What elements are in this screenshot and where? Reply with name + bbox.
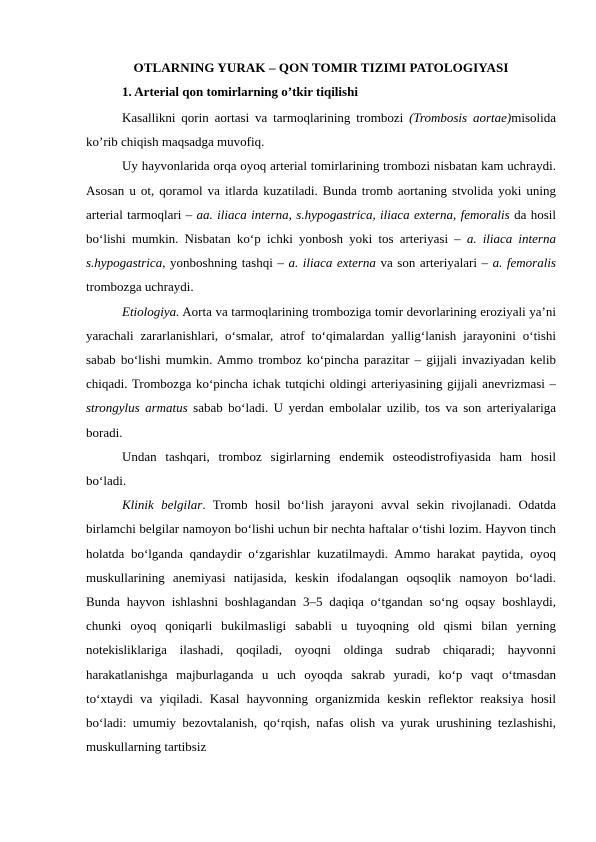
paragraph: [86, 300, 556, 445]
paragraph: [86, 106, 556, 154]
text-run: da hosil bo‘lishi mumkin. Nisbatan ko‘p ichki yonbosh yoki tos arteriyasi –: [86, 206, 556, 247]
italic-text-run: Etiologiya.: [122, 303, 180, 319]
text-run: Kasallikni qorin aortasi va tarmoqlarining trombozi: [122, 110, 410, 125]
text-run: trombozga uchraydi.: [86, 279, 194, 295]
section-heading: 1. Arterial qon tomirlarning o’tkir tiqilishi: [122, 84, 358, 99]
italic-text-run: (Trombosis aortae): [409, 110, 512, 125]
paragraph: [86, 154, 556, 299]
italic-text-run: a. femoralis: [492, 255, 556, 271]
italic-text-run: a. iliaca interna s.hypogastrica: [86, 231, 556, 271]
paragraph: [86, 493, 556, 759]
document-title: OTLARNING YURAK – QON TOMIR TIZIMI PATOLOGIYASI: [133, 60, 509, 75]
italic-text-run: strongylus armatus: [86, 400, 188, 416]
body-text: [86, 106, 556, 759]
italic-text-run: a. iliaca externa: [288, 255, 376, 271]
text-run: , yonboshning tashqi –: [162, 255, 289, 271]
text-run: va son arteriyalari –: [375, 255, 493, 271]
text-run: Undan tashqari, tromboz sigirlarning endemik osteodistrofiyasida ham hosil bo‘ladi.: [86, 448, 556, 489]
italic-text-run: aa. iliaca interna, s.hypogastrica, iliaca externa, femoralis: [196, 206, 510, 222]
text-run: . Tromb hosil bo‘lish jarayoni avval sekin rivojlanadi. Odatda birlamchi belgilar namoyon bo‘lishi uchun bir nechta haftalar o‘tishi lozim. Hayvon tinch holatda bo‘lganda qandaydir o‘zgarishlar kuzatilmaydi. Ammo harakat paytida, oyoq muskullarining anemiyasi natijasida, keskin ifodalangan oqsoqlik namoyon bo‘ladi. Bunda hayvon ishlashni boshlagandan 3–5 daqiqa o‘tgandan so‘ng oqsay boshlaydi, chunki oyoq qoniqarli bukilmasligi sababli u tuyoqning old qismi bilan yerning notekisliklariga ilashadi, qoqiladi, oyoqni oldinga sudrab chiqaradi; hayvonni harakatlanishga majburlaganda u uch oyoqda sakrab yuradi, ko‘p vaqt o‘tmasdan to‘xtaydi va yiqiladi. Kasal hayvonning organizmida keskin reflektor reaksiya hosil bo‘ladi: umumiy bezovtalanish, qo‘rqish, nafas olish va yurak urushining tezlashishi, muskullarning tartibsiz: [86, 497, 556, 755]
italic-text-run: Klinik belgilar: [122, 497, 203, 513]
text-run: Aorta va tarmoqlarining tromboziga tomir devorlarining eroziyali ya’ni yarachali zararlanishlari, o‘smalar, atrof to‘qimalardan yallig‘lanish jarayonini o‘tishi sabab bo‘lishi mumkin. Ammo tromboz ko‘pincha parazitar – gijjali invaziyadan kelib chiqadi. Trombozga ko‘pincha ichak tutqichi oldingi arteriyasining gijjali anevrizmasi –: [86, 303, 556, 392]
paragraph: [86, 445, 556, 493]
text-run: misolida ko’rib chiqish maqsadga muvofiq.: [86, 110, 556, 150]
document-page: [86, 60, 556, 759]
text-run: sabab bo‘ladi. U yerdan embolalar uzilib, tos va son arteriyalariga boradi.: [86, 400, 556, 440]
text-run: Uy hayvonlarida orqa oyoq arterial tomirlarining trombozi nisbatan kam uchraydi. Asosan u ot, qoramol va itlarda kuzatiladi. Bunda tromb aortaning stvolida yoki uning arterial tarmoqlari –: [86, 158, 556, 222]
